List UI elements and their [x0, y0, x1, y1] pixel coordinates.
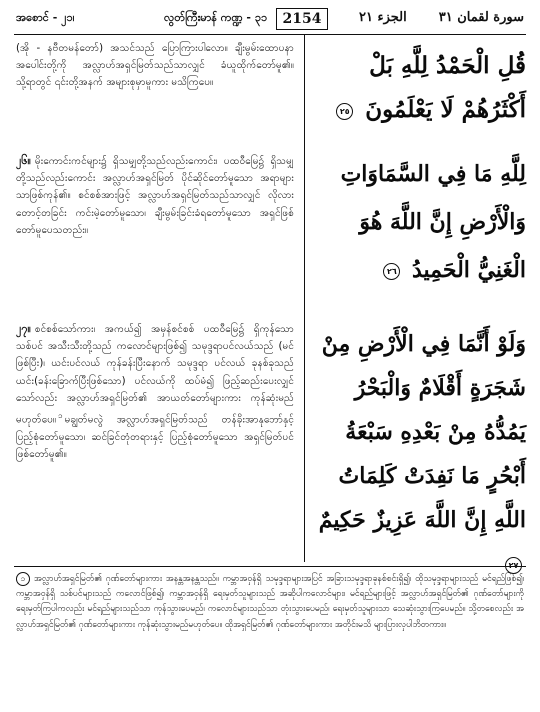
arabic-text: قُلِ الْحَمْدُ لِلَّهِ بَلْ أَكْثَرُهُمْ لَا يَعْلَمُونَ	[365, 52, 526, 123]
sura-label: سورة لقمان ٣١	[438, 10, 524, 25]
arabic-text: وَلَوْ أَنَّمَا فِي الْأَرْضِ مِنْ شَجَرَةٍ أَقْلَامٌ وَالْبَحْرُ يَمُدُّهُ مِنْ بَعْدِهِ سَبْعَةُ أَبْحُرٍ مَا نَفِدَتْ كَلِمَاتُ اللَّهِ إِنَّ اللَّهَ عَزِيزٌ حَكِيمٌ	[318, 331, 526, 533]
translation-paragraph-27	[16, 320, 294, 463]
column-divider	[304, 34, 305, 562]
volume-label: အစောင် - ၂၁၊	[16, 11, 75, 24]
translation-text: မိုးကောင်းကင်များ၌ ရှိသမျှတို့သည်လည်းကောင်း၊ ပထဝီမြေ၌ ရှိသမျှတို့သည်လည်းကောင်း အလ္လာဟ်အရှင်မြတ် ပိုင်ဆိုင်တော်မူသော အရာများသာဖြစ်ကုန်၏။ စင်စစ်အားဖြင့် အလ္လာဟ်အရှင်မြတ်သည်သာလျှင် လိုလားတောင့်တခြင်း ကင်းမဲ့တော်မူသော၊ ချီးမွမ်းခြင်းခံရတော်မူသော အရှင်ဖြစ်တော်မူပေသတည်း။	[16, 156, 294, 236]
footnote-rule	[14, 566, 526, 567]
footnote-text: အလ္လာဟ်အရှင်မြတ်၏ ဂုဏ်တော်များကား အနန္တအနန္တသည်။ ကမ္ဘာအဝှန်ရှိ သမုဒ္ဒရာများအပြင် အခြားသမုဒ္ဒရာခုနစ်စင်းရှိ၍၊ ထိုသမုဒ္ဒရာများသည် မင်ရည်ဖြစ်၍၊ ကမ္ဘာအဝှန်ရှိ သစ်ပင်များသည် ကလောင်ဖြစ်၍၊ ကမ္ဘာအဝှန်ရှိ ရေးမှတ်သူများသည် အဆိုပါကလောင်များ၊ မင်ရည်များဖြင့် အလ္လာဟ်အရှင်မြတ်၏ ဂုဏ်တော်များကို ရေးမှတ်ကြပါကလည်း မင်ရည်များသည်သာ ကုန်သွားပေမည်၊ ကလောင်များသည်သာ တုံးသွားပေမည်၊ ရေးမှတ်သူများသာ သေဆုံးသွားကြပေမည်။ သို့တစေလည်း အလ္လာဟ်အရှင်မြတ်၏ ဂုဏ်တော်များကား ကုန်ဆုံးသွားမည်မဟုတ်ပေ။ ထိုအရှင်မြတ်၏ ဂုဏ်တော်များကား အတိုင်းမသိ များပြားလှပါဘိတကား။	[16, 574, 524, 630]
translation-paragraph-26	[16, 152, 294, 239]
verse-number: ၂၇။	[16, 322, 31, 335]
footnote-marker[interactable]: ၁	[58, 411, 63, 421]
arabic-verse-27	[310, 322, 526, 586]
footnote-number: ၁	[16, 572, 30, 586]
translation-text: စင်စစ်သော်ကား၊ အကယ်၍ အမှန်စင်စစ် ပထဝီမြေ၌ ရှိကုန်သော သစ်ပင် အသီးသီးတို့သည် ကလောင်များဖြစ်၍ သမုဒ္ဒရာပင်လယ်သည် (မင်ဖြစ်ပြီး)၊ ယင်းပင်လယ် ကုန်ခန်းပြီးနောက် သမုဒ္ဒရာ ပင်လယ် ခုနစ်ခုသည် ယင်း(ခန်းခြောက်ပြီးဖြစ်သော) ပင်လယ်ကို ထပ်မံ၍ ဖြည့်ဆည်းပေးလျှင်သော်လည်း အလ္လာဟ်အရှင်မြတ်၏ အာယတ်တော်များကား ကုန်ဆုံးမည် မဟုတ်ပေ။	[16, 324, 294, 426]
arabic-text: لِلَّهِ مَا فِي السَّمَاوَاتِ وَالْأَرْضِ إِنَّ اللَّهَ هُوَ الْغَنِيُّ الْحَمِيدُ	[340, 161, 526, 283]
page-number: 2154	[276, 8, 328, 30]
ayah-number-marker: ٢٧	[505, 557, 522, 574]
arabic-verse-25	[310, 44, 526, 132]
page-header	[14, 8, 526, 34]
book-title-label: လွတ်ကြီးမာန် ကဏ္ဍ - ၃၁	[164, 11, 268, 24]
translation-paragraph-25	[16, 40, 294, 92]
header-rule	[14, 34, 526, 35]
juz-label: الجزء ٢١	[359, 10, 407, 25]
ayah-number-marker: ٢٦	[383, 263, 400, 280]
arabic-verse-26	[310, 150, 526, 294]
translation-text: (အို - နဗီတမန်တော်) အသင်သည် ပြောကြားပါလော။ ချီးမွမ်းထောပနာ အပေါင်းတို့ကို အလ္လာဟ်အရှင်မြတ်သည်သာလျှင် ခံယူထိုက်တော်မူ၏။ သို့ရာတွင် ၎င်းတို့အနက် အများစုမှာမူကား မသိကြပေ။	[16, 43, 294, 89]
verse-number: ၂၆။	[16, 154, 31, 167]
translation-text-tail: မချွတ်မလွဲ အလ္လာဟ်အရှင်မြတ်သည် တန်ခိုးအာနုဘော်နှင့် ပြည့်စုံတော်မူသော၊ ဆင်ခြင်တုံတရားနှင့် ပြည့်စုံတော်မူသော အရှင်မြတ်ပင် ဖြစ်တော်မူ၏။	[16, 414, 294, 460]
footnote	[16, 572, 524, 633]
ayah-number-marker: ٢٥	[336, 103, 353, 120]
